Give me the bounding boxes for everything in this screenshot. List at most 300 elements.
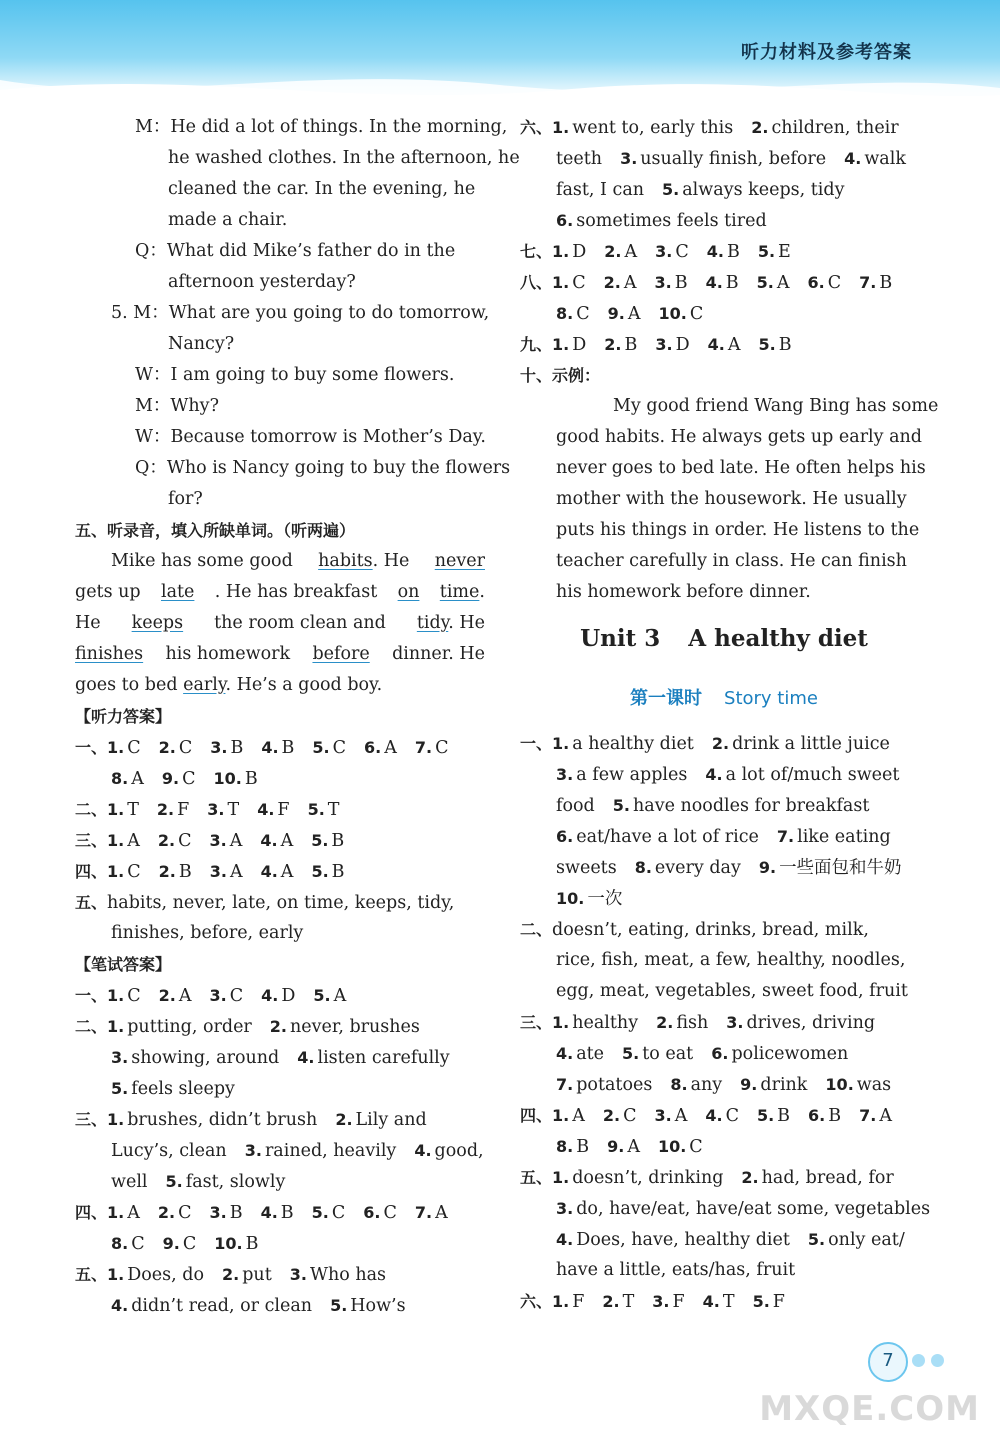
answer-text: A (879, 1106, 892, 1126)
answer-text: had, bread, for (761, 1168, 894, 1188)
answer-number: 1. (107, 1017, 125, 1036)
answer-number: 1. (552, 242, 570, 261)
dialog-line: for? (168, 489, 203, 509)
answer-item (808, 273, 842, 293)
answer-text: C (725, 1106, 739, 1126)
answer-number: 2. (222, 1265, 240, 1284)
answer-text: like eating (797, 827, 891, 847)
answer-number: 2. (603, 273, 621, 292)
answer-text: Who has (309, 1265, 387, 1285)
answer-item (859, 273, 892, 293)
answer-number: 6. (363, 1203, 381, 1222)
answer-item (670, 1075, 722, 1095)
answer-item (335, 1110, 426, 1130)
answer-row: 一、1. a healthy diet 2. drink a little juice (520, 734, 890, 754)
answer-item (552, 118, 733, 138)
answer-number: 3. (654, 1106, 672, 1125)
answer-item (210, 738, 243, 758)
answer-number: 3. (652, 1292, 670, 1311)
answer-text: B (331, 831, 345, 851)
answer-text: A (131, 769, 144, 789)
answer-text: usually finish, before (640, 149, 827, 169)
answer-number: 3. (556, 765, 574, 784)
answer-row: sweets 8. every day 9. 一些面包和牛奶 (556, 858, 902, 878)
answer-item (711, 1044, 848, 1064)
answer-text: drink a little juice (732, 734, 890, 754)
answer-item (552, 273, 586, 293)
answer-item (159, 738, 193, 758)
answer-number: 7. (776, 827, 795, 846)
answer-item (415, 738, 449, 758)
answer-text: C (182, 769, 196, 789)
answer-row: teeth 3. usually finish, before 4. walk (556, 149, 906, 169)
answer-number: 4. (702, 1292, 720, 1311)
answer-number: 8. (634, 858, 652, 877)
answer-item (209, 1203, 242, 1223)
answer-item (556, 1075, 652, 1095)
answer-item (207, 800, 239, 820)
answer-number: 1. (107, 831, 125, 850)
answer-number: 1. (107, 800, 125, 819)
answer-row (520, 1131, 928, 1162)
answer-item (607, 1137, 640, 1157)
answer-item (107, 1110, 317, 1130)
answer-row (520, 1038, 928, 1069)
answer-text: F (772, 1292, 785, 1312)
page-header (0, 0, 1000, 105)
answer-number: 3. (111, 1048, 129, 1067)
answer-number: 3. (654, 273, 672, 292)
answer-number: 5. (807, 1230, 826, 1249)
answer-text: any (690, 1075, 723, 1095)
answer-item (111, 1079, 235, 1099)
answer-number: 4. (705, 1106, 723, 1125)
answer-text: potatoes (576, 1075, 653, 1095)
answer-text: was (856, 1075, 892, 1095)
answer-number: 6. (711, 1044, 729, 1063)
passage-line: finishes his homework before dinner. He (75, 644, 485, 664)
dialog-line: W：I am going to buy some flowers. (135, 365, 455, 385)
answer-text: B (576, 1137, 590, 1157)
answer-item (261, 986, 295, 1006)
answer-text: C (331, 1203, 346, 1223)
answer-number: 3. (556, 1199, 574, 1218)
answer-number: 1. (107, 1265, 125, 1284)
answer-item (662, 180, 844, 200)
section-heading: 十、示例： (520, 366, 601, 385)
answer-item (214, 1234, 258, 1254)
answer-item (308, 800, 340, 820)
answer-item (107, 831, 140, 851)
answer-number: 4. (414, 1141, 432, 1160)
answer-text: How’s (350, 1296, 406, 1316)
essay-line: My good friend Wang Bing has some (613, 396, 939, 416)
answer-item (552, 242, 586, 262)
answer-text: A (727, 335, 741, 355)
answer-text: C (576, 304, 590, 324)
answer-item (107, 1265, 204, 1285)
answer-text: do, have/eat, have/eat some, vegetables (576, 1199, 931, 1219)
answer-number: 2. (157, 1203, 176, 1222)
answer-item (158, 1203, 192, 1223)
answer-text: Does, do (127, 1265, 205, 1285)
answer-number: 1. (552, 1013, 570, 1032)
listening-answers-heading: 【听力答案】 (75, 707, 172, 726)
answer-number: 3. (244, 1141, 262, 1160)
answer-row: 六、1. went to, early this 2. children, their (520, 118, 899, 138)
answer-text: C (689, 304, 704, 324)
answer-number: 4. (705, 273, 723, 292)
answer-text: B (674, 273, 688, 293)
answer-text: A (280, 862, 294, 882)
answer-item (330, 1296, 406, 1316)
answer-number: 5. (756, 1106, 775, 1125)
answer-text: A (623, 273, 637, 293)
answer-number: 9. (607, 304, 625, 323)
answer-row (75, 1290, 485, 1321)
answer-number: 5. (311, 862, 329, 881)
answer-item (261, 1203, 294, 1223)
answer-number: 4. (297, 1048, 315, 1067)
answer-text: a few apples (576, 765, 688, 785)
answer-number: 1. (552, 335, 570, 354)
answer-number: 10. (657, 1137, 687, 1156)
answer-text: B (244, 769, 258, 789)
answer-item (759, 858, 902, 878)
answer-item (757, 273, 790, 293)
answer-text: F (177, 800, 190, 820)
answer-item (107, 738, 141, 758)
answer-text: C (435, 738, 449, 758)
answer-number: 8. (111, 1234, 129, 1253)
answer-text: went to, early this (572, 118, 734, 138)
answer-number: 7. (556, 1075, 574, 1094)
answer-row: 一、1. C 2. A 3. C 4. D 5. A (75, 986, 347, 1006)
answer-item (656, 1013, 708, 1033)
answer-number: 1. (107, 738, 125, 757)
answer-number: 1. (552, 118, 570, 137)
answer-item (162, 769, 196, 789)
answer-row (520, 205, 928, 236)
answer-number: 3. (620, 149, 638, 168)
answer-text: Lily and (355, 1110, 427, 1130)
answer-row: 四、1. A 2. C 3. B 4. B 5. C 6. C 7. A (75, 1203, 448, 1223)
answer-item (552, 335, 586, 355)
answer-row: fast, I can 5. always keeps, tidy (556, 180, 845, 200)
answer-item (825, 1075, 891, 1095)
dialog-line: Nancy? (168, 334, 235, 354)
answer-row: 二、doesn’t, eating, drinks, bread, milk, (520, 920, 869, 940)
answer-row (520, 1193, 931, 1224)
answer-number: 8. (556, 1137, 574, 1156)
answer-item (257, 800, 289, 820)
answer-row: 五、habits, never, late, on time, keeps, tidy, (75, 893, 455, 913)
answer-item (556, 765, 687, 785)
answer-text: fish (676, 1013, 709, 1033)
answer-row (75, 1042, 485, 1073)
answer-item (552, 1013, 638, 1033)
answer-item (655, 242, 689, 262)
answer-item (654, 1106, 687, 1126)
answer-number: 5. (111, 1079, 129, 1098)
answer-text: B (280, 1203, 294, 1223)
answer-item (213, 769, 257, 789)
answer-row: 四、1. C 2. B 3. A 4. A 5. B (75, 862, 345, 882)
answer-number: 4. (261, 738, 279, 757)
essay-line: his homework before dinner. (556, 582, 811, 602)
dialog-line: M：Why? (135, 396, 219, 416)
answer-number: 7. (414, 738, 433, 757)
answer-number: 8. (556, 304, 574, 323)
answer-item (414, 1141, 483, 1161)
answer-text: B (624, 335, 638, 355)
answer-number: 5. (622, 1044, 640, 1063)
dialog-line: Q：What did Mike’s father do in the (135, 241, 456, 261)
answer-item (556, 827, 759, 847)
answer-item (705, 765, 899, 785)
answer-number: 4. (261, 986, 279, 1005)
answer-item (844, 149, 906, 169)
answer-text: T (327, 800, 340, 820)
answer-item (107, 800, 139, 820)
answer-number: 5. (307, 800, 325, 819)
answer-row: food 5. have noodles for breakfast (556, 796, 870, 816)
header-wave-decoration (0, 60, 1000, 110)
answer-text: sometimes feels tired (576, 211, 767, 231)
answer-text: C (127, 738, 141, 758)
answer-text: ate (576, 1044, 605, 1064)
answer-text: C (178, 831, 192, 851)
answer-row (520, 821, 928, 852)
answer-text: good, (434, 1141, 484, 1161)
answer-item (107, 1203, 140, 1223)
answer-text: A (435, 1203, 448, 1223)
page-number: 7 (868, 1342, 908, 1382)
answer-number: 6. (364, 738, 382, 757)
answer-item (556, 1199, 930, 1219)
answer-item (111, 1234, 145, 1254)
answer-text: C (178, 1203, 192, 1223)
answer-item (166, 1172, 286, 1192)
answer-item (608, 304, 641, 324)
answer-item (210, 862, 243, 882)
answer-text: drink (760, 1075, 808, 1095)
answer-row (75, 1228, 485, 1259)
answer-text: F (672, 1292, 685, 1312)
answer-item (297, 1048, 449, 1068)
answer-text: have noodles for breakfast (632, 796, 870, 816)
answer-row: 八、1. C 2. A 3. B 4. B 5. A 6. C 7. B (520, 273, 893, 293)
answer-text: A (127, 1203, 140, 1223)
answer-item (163, 1234, 197, 1254)
answer-text: C (689, 1137, 703, 1157)
answer-row: egg, meat, vegetables, sweet food, fruit (556, 981, 908, 1001)
essay-line: never goes to bed late. He often helps his (556, 458, 926, 478)
answer-row: have a little, eats/has, fruit (556, 1260, 796, 1280)
dialog-line: made a chair. (168, 210, 288, 230)
answer-item (808, 1230, 905, 1250)
essay-line: mother with the housework. He usually (556, 489, 907, 509)
answer-text: children, their (771, 118, 899, 138)
answer-item (758, 242, 791, 262)
answer-number: 5. (165, 1172, 183, 1191)
answer-row: well 5. fast, slowly (111, 1172, 286, 1192)
answer-number: 3. (655, 242, 673, 261)
answer-number: 7. (859, 1106, 877, 1125)
answer-item (740, 1075, 807, 1095)
answer-number: 2. (751, 118, 769, 137)
answer-row: 二、1. putting, order 2. never, brushes (75, 1017, 420, 1037)
answer-number: 5. (758, 335, 776, 354)
answer-number: 1. (552, 1168, 570, 1187)
answer-text: A (229, 831, 243, 851)
answer-text: B (245, 1234, 259, 1254)
answer-number: 2. (335, 1110, 353, 1129)
answer-text: 一次 (587, 889, 623, 909)
answer-number: 4. (111, 1296, 129, 1315)
answer-number: 4. (705, 765, 723, 784)
answer-item (159, 862, 192, 882)
answer-text: A (280, 831, 294, 851)
answer-number: 2. (741, 1168, 759, 1187)
answer-item (159, 986, 192, 1006)
answer-item (658, 1137, 703, 1157)
answer-item (604, 242, 637, 262)
answer-item (209, 831, 242, 851)
passage-line: gets up late . He has breakfast on time. (75, 582, 485, 602)
answer-number: 4. (556, 1044, 574, 1063)
answer-text: policewomen (731, 1044, 849, 1064)
answer-item (751, 118, 898, 138)
answer-text: A (384, 738, 397, 758)
answer-number: 1. (107, 1110, 125, 1129)
answer-number: 2. (157, 831, 176, 850)
answer-item (757, 1106, 790, 1126)
answer-text: B (777, 1106, 791, 1126)
answer-number: 5. (311, 831, 329, 850)
answer-text: 一些面包和牛奶 (779, 858, 902, 878)
answer-item (654, 273, 687, 293)
answer-number: 10. (213, 769, 242, 788)
answer-number: 2. (602, 1106, 621, 1125)
answer-text: A (624, 242, 638, 262)
answer-row (520, 1224, 928, 1255)
answer-item (658, 304, 703, 324)
answer-number: 6. (556, 211, 574, 230)
answer-row: 九、1. D 2. B 3. D 4. A 5. B (520, 335, 792, 355)
answer-text: didn’t read, or clean (131, 1296, 313, 1316)
answer-number: 4. (707, 335, 725, 354)
answer-text: T (722, 1292, 735, 1312)
answer-text: A (333, 986, 347, 1006)
answer-text: B (726, 242, 740, 262)
answer-text: T (622, 1292, 635, 1312)
section-heading: 五、听录音，填入所缺单词。（听两遍） (75, 521, 356, 540)
answer-row: rice, fish, meat, a few, healthy, noodles, (556, 950, 906, 970)
dialog-line: W：Because tomorrow is Mother’s Day. (135, 427, 486, 447)
answer-item (753, 1292, 785, 1312)
answer-item (655, 335, 689, 355)
answer-text: C (127, 862, 141, 882)
answer-item (111, 1296, 312, 1316)
dialog-line: M：He did a lot of things. In the morning, (135, 117, 508, 137)
answer-text: fast, slowly (185, 1172, 286, 1192)
answer-item (270, 1017, 420, 1037)
answer-text: healthy (572, 1013, 639, 1033)
answer-text: only eat/ (828, 1230, 905, 1250)
answer-number: 4. (556, 1230, 574, 1249)
answer-text: never, brushes (290, 1017, 420, 1037)
answer-number: 1. (552, 1106, 570, 1125)
answer-number: 6. (807, 273, 825, 292)
answer-item (635, 858, 741, 878)
answer-text: A (178, 986, 192, 1006)
answer-item (620, 149, 826, 169)
answer-item (311, 831, 344, 851)
answer-text: B (331, 862, 345, 882)
answer-number: 2. (604, 335, 622, 354)
answer-row (520, 759, 928, 790)
answer-text: C (332, 738, 347, 758)
answer-number: 4. (844, 149, 862, 168)
answer-item (556, 304, 590, 324)
answer-number: 5. (330, 1296, 348, 1315)
answer-row (75, 1073, 485, 1104)
answer-item (758, 335, 791, 355)
answer-item (245, 1141, 397, 1161)
answer-item (312, 1203, 346, 1223)
answer-text: B (178, 862, 192, 882)
answer-number: 4. (706, 242, 724, 261)
answer-item (741, 1168, 893, 1188)
answer-number: 3. (655, 335, 673, 354)
answer-item (604, 335, 637, 355)
answer-text: T (127, 800, 139, 820)
answer-text: B (230, 738, 244, 758)
answer-item (222, 1265, 272, 1285)
answer-item (556, 889, 622, 909)
answer-item (552, 1106, 585, 1126)
answer-item (708, 335, 741, 355)
answer-number: 5. (756, 273, 774, 292)
answer-row: 一、1. C 2. C 3. B 4. B 5. C 6. A 7. C (75, 738, 449, 758)
dialog-line: afternoon yesterday? (168, 272, 356, 292)
answer-item (613, 796, 870, 816)
answer-item (552, 1292, 584, 1312)
answer-text: to eat (642, 1044, 694, 1064)
answer-item (604, 273, 637, 293)
answer-text: every day (654, 858, 741, 878)
answer-text: walk (864, 149, 906, 169)
answer-number: 9. (162, 1234, 180, 1253)
answer-number: 4. (260, 1203, 278, 1222)
dialog-line: he washed clothes. In the afternoon, he (168, 148, 520, 168)
answer-number: 6. (808, 1106, 826, 1125)
answer-text: brushes, didn’t brush (127, 1110, 318, 1130)
answer-text: doesn’t, drinking (572, 1168, 724, 1188)
answer-item (209, 986, 243, 1006)
answer-text: C (827, 273, 842, 293)
dialog-line: Q：Who is Nancy going to buy the flowers (135, 458, 511, 478)
answer-item (726, 1013, 875, 1033)
answer-number: 1. (107, 1203, 125, 1222)
written-answers-heading: 【笔试答案】 (75, 955, 172, 974)
answer-item (111, 1048, 279, 1068)
answer-item (652, 1292, 684, 1312)
answer-item (622, 1044, 693, 1064)
answer-text: showing, around (131, 1048, 280, 1068)
answer-item (107, 1017, 252, 1037)
